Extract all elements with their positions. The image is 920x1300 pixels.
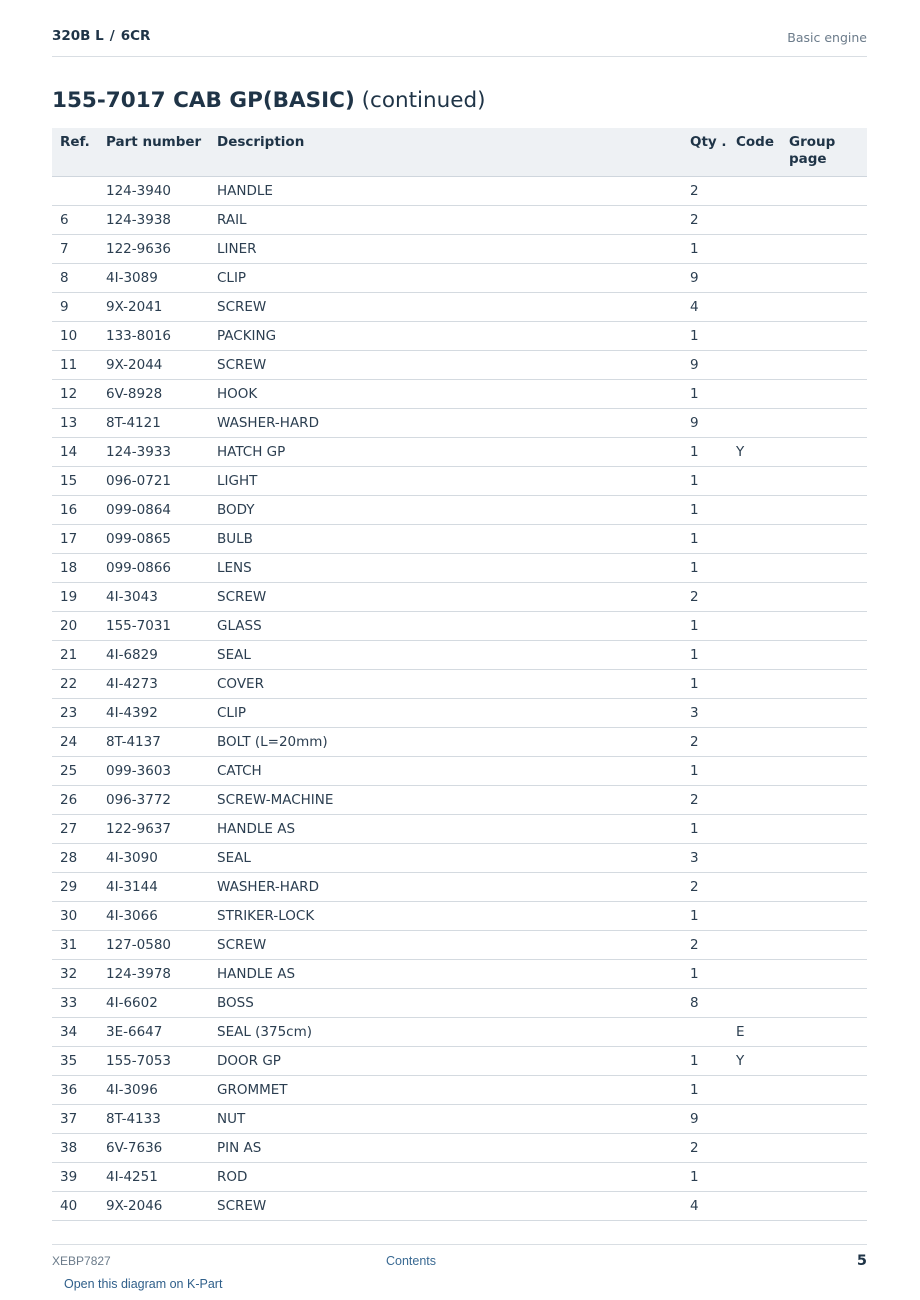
part-number-cell: 124-3938 <box>98 205 209 234</box>
code-cell <box>728 959 781 988</box>
group-page-cell <box>781 408 867 437</box>
table-row <box>52 814 867 843</box>
description-cell: CLIP <box>209 263 682 292</box>
group-page-cell <box>781 466 867 495</box>
qty-cell: 1 <box>682 553 728 582</box>
part-number-cell: 9X-2044 <box>98 350 209 379</box>
table-row <box>52 234 867 263</box>
description-cell: LIGHT <box>209 466 682 495</box>
column-header-part-number: Part number <box>98 128 209 176</box>
qty-cell: 1 <box>682 1162 728 1191</box>
group-page-cell <box>781 205 867 234</box>
table-row <box>52 640 867 669</box>
part-number-cell: 4I-4251 <box>98 1162 209 1191</box>
table-row <box>52 437 867 466</box>
code-cell <box>728 1133 781 1162</box>
ref-cell: 24 <box>52 727 98 756</box>
qty-cell: 1 <box>682 466 728 495</box>
contents-link[interactable]: Contents <box>386 1254 437 1268</box>
description-cell: GLASS <box>209 611 682 640</box>
ref-cell: 11 <box>52 350 98 379</box>
ref-cell: 39 <box>52 1162 98 1191</box>
qty-cell: 1 <box>682 959 728 988</box>
group-page-cell <box>781 1017 867 1046</box>
qty-cell: 1 <box>682 321 728 350</box>
part-number-cell: 9X-2041 <box>98 292 209 321</box>
page-title <box>52 88 486 113</box>
group-page-cell <box>781 872 867 901</box>
qty-cell: 2 <box>682 872 728 901</box>
table-row <box>52 727 867 756</box>
code-cell <box>728 872 781 901</box>
code-cell <box>728 495 781 524</box>
table-row <box>52 669 867 698</box>
ref-cell: 7 <box>52 234 98 263</box>
part-number-cell: 4I-6829 <box>98 640 209 669</box>
group-page-cell <box>781 495 867 524</box>
qty-cell <box>682 1017 728 1046</box>
qty-cell: 3 <box>682 843 728 872</box>
qty-cell: 3 <box>682 698 728 727</box>
code-cell <box>728 814 781 843</box>
code-cell <box>728 1162 781 1191</box>
code-cell: E <box>728 1017 781 1046</box>
table-row <box>52 1133 867 1162</box>
description-cell: LENS <box>209 553 682 582</box>
part-number-cell: 4I-3089 <box>98 263 209 292</box>
column-header-qty: Qty . <box>682 128 728 176</box>
ref-cell: 29 <box>52 872 98 901</box>
group-page-cell <box>781 437 867 466</box>
qty-cell: 2 <box>682 205 728 234</box>
assembly-name: 155-7017 CAB GP(BASIC) <box>52 88 355 113</box>
engine-code: 6CR <box>120 28 151 44</box>
qty-cell: 9 <box>682 350 728 379</box>
code-cell <box>728 205 781 234</box>
page-footer <box>52 1244 867 1269</box>
title-suffix: (continued) <box>361 88 486 113</box>
group-page-cell <box>781 756 867 785</box>
group-page-cell <box>781 524 867 553</box>
qty-cell: 2 <box>682 785 728 814</box>
part-number-cell: 099-0866 <box>98 553 209 582</box>
group-page-cell <box>781 582 867 611</box>
description-cell: WASHER-HARD <box>209 872 682 901</box>
parts-table-body <box>52 176 867 1220</box>
table-row <box>52 988 867 1017</box>
part-number-cell: 4I-6602 <box>98 988 209 1017</box>
group-page-cell <box>781 263 867 292</box>
part-number-cell: 4I-3144 <box>98 872 209 901</box>
group-page-cell <box>781 1046 867 1075</box>
kpart-diagram-link[interactable]: Open this diagram on K-Part <box>64 1277 223 1291</box>
group-page-cell <box>781 988 867 1017</box>
qty-cell: 2 <box>682 176 728 205</box>
description-cell: NUT <box>209 1104 682 1133</box>
part-number-cell: 124-3933 <box>98 437 209 466</box>
code-cell: Y <box>728 1046 781 1075</box>
qty-cell: 4 <box>682 292 728 321</box>
description-cell: SCREW <box>209 350 682 379</box>
qty-cell: 2 <box>682 930 728 959</box>
model-separator: / <box>109 28 115 44</box>
ref-cell: 35 <box>52 1046 98 1075</box>
group-page-cell <box>781 1104 867 1133</box>
description-cell: PACKING <box>209 321 682 350</box>
ref-cell: 31 <box>52 930 98 959</box>
table-row <box>52 1046 867 1075</box>
parts-table <box>52 128 867 1221</box>
part-number-cell: 122-9636 <box>98 234 209 263</box>
table-row <box>52 785 867 814</box>
code-cell <box>728 234 781 263</box>
description-cell: HANDLE AS <box>209 959 682 988</box>
group-page-cell <box>781 176 867 205</box>
part-number-cell: 096-3772 <box>98 785 209 814</box>
group-page-cell <box>781 1133 867 1162</box>
ref-cell: 34 <box>52 1017 98 1046</box>
code-cell <box>728 611 781 640</box>
code-cell <box>728 988 781 1017</box>
table-row <box>52 1162 867 1191</box>
table-row <box>52 350 867 379</box>
table-row <box>52 1075 867 1104</box>
qty-cell: 9 <box>682 1104 728 1133</box>
ref-cell: 33 <box>52 988 98 1017</box>
qty-cell: 1 <box>682 379 728 408</box>
part-number-cell: 4I-4273 <box>98 669 209 698</box>
table-row <box>52 872 867 901</box>
table-row <box>52 379 867 408</box>
code-cell <box>728 553 781 582</box>
description-cell: SEAL <box>209 843 682 872</box>
group-page-cell <box>781 1075 867 1104</box>
ref-cell: 40 <box>52 1191 98 1220</box>
part-number-cell: 099-3603 <box>98 756 209 785</box>
ref-cell: 8 <box>52 263 98 292</box>
code-cell <box>728 466 781 495</box>
group-page-cell <box>781 640 867 669</box>
table-header-row <box>52 128 867 176</box>
column-header-ref: Ref. <box>52 128 98 176</box>
qty-cell: 1 <box>682 756 728 785</box>
qty-cell: 1 <box>682 437 728 466</box>
table-row <box>52 205 867 234</box>
description-cell: SCREW <box>209 1191 682 1220</box>
qty-cell: 2 <box>682 1133 728 1162</box>
ref-cell: 19 <box>52 582 98 611</box>
section-name: Basic engine <box>787 30 867 45</box>
group-page-cell <box>781 727 867 756</box>
group-page-cell <box>781 901 867 930</box>
description-cell: WASHER-HARD <box>209 408 682 437</box>
ref-cell: 26 <box>52 785 98 814</box>
model-name: 320B L <box>52 28 104 44</box>
description-cell: BOSS <box>209 988 682 1017</box>
description-cell: SCREW-MACHINE <box>209 785 682 814</box>
description-cell: BULB <box>209 524 682 553</box>
description-cell: BODY <box>209 495 682 524</box>
group-page-cell <box>781 814 867 843</box>
qty-cell: 9 <box>682 408 728 437</box>
table-row <box>52 321 867 350</box>
description-cell: SEAL <box>209 640 682 669</box>
description-cell: SCREW <box>209 582 682 611</box>
group-page-cell <box>781 379 867 408</box>
group-page-cell <box>781 1191 867 1220</box>
code-cell <box>728 756 781 785</box>
code-cell <box>728 292 781 321</box>
qty-cell: 1 <box>682 611 728 640</box>
ref-cell: 28 <box>52 843 98 872</box>
description-cell: HANDLE <box>209 176 682 205</box>
description-cell: STRIKER-LOCK <box>209 901 682 930</box>
ref-cell: 27 <box>52 814 98 843</box>
code-cell <box>728 408 781 437</box>
qty-cell: 8 <box>682 988 728 1017</box>
group-page-cell <box>781 1162 867 1191</box>
code-cell <box>728 901 781 930</box>
table-row <box>52 1017 867 1046</box>
part-number-cell: 8T-4133 <box>98 1104 209 1133</box>
description-cell: HOOK <box>209 379 682 408</box>
table-row <box>52 466 867 495</box>
ref-cell: 12 <box>52 379 98 408</box>
code-cell <box>728 350 781 379</box>
part-number-cell: 133-8016 <box>98 321 209 350</box>
group-page-cell <box>781 843 867 872</box>
part-number-cell: 6V-7636 <box>98 1133 209 1162</box>
group-page-cell <box>781 234 867 263</box>
table-row <box>52 524 867 553</box>
table-row <box>52 582 867 611</box>
part-number-cell: 4I-3066 <box>98 901 209 930</box>
description-cell: GROMMET <box>209 1075 682 1104</box>
group-page-cell <box>781 669 867 698</box>
code-cell <box>728 785 781 814</box>
code-cell <box>728 263 781 292</box>
qty-cell: 1 <box>682 814 728 843</box>
table-row <box>52 263 867 292</box>
part-number-cell: 8T-4137 <box>98 727 209 756</box>
code-cell <box>728 524 781 553</box>
description-cell: COVER <box>209 669 682 698</box>
code-cell <box>728 640 781 669</box>
ref-cell: 6 <box>52 205 98 234</box>
table-row <box>52 756 867 785</box>
column-header-description: Description <box>209 128 682 176</box>
group-page-cell <box>781 785 867 814</box>
part-number-cell: 6V-8928 <box>98 379 209 408</box>
code-cell <box>728 582 781 611</box>
description-cell: HATCH GP <box>209 437 682 466</box>
part-number-cell: 9X-2046 <box>98 1191 209 1220</box>
description-cell: CATCH <box>209 756 682 785</box>
table-row <box>52 1191 867 1220</box>
ref-cell: 32 <box>52 959 98 988</box>
description-cell: CLIP <box>209 698 682 727</box>
page-number: 5 <box>856 1253 867 1269</box>
ref-cell: 38 <box>52 1133 98 1162</box>
ref-cell: 20 <box>52 611 98 640</box>
qty-cell: 2 <box>682 727 728 756</box>
table-row <box>52 176 867 205</box>
code-cell <box>728 176 781 205</box>
group-page-cell <box>781 611 867 640</box>
description-cell: DOOR GP <box>209 1046 682 1075</box>
part-number-cell: 099-0865 <box>98 524 209 553</box>
ref-cell: 9 <box>52 292 98 321</box>
table-row <box>52 408 867 437</box>
table-row <box>52 843 867 872</box>
page-header <box>52 28 867 57</box>
table-row <box>52 698 867 727</box>
part-number-cell: 4I-3090 <box>98 843 209 872</box>
qty-cell: 1 <box>682 1075 728 1104</box>
description-cell: RAIL <box>209 205 682 234</box>
document-code: XEBP7827 <box>52 1254 111 1268</box>
ref-cell: 18 <box>52 553 98 582</box>
description-cell: SCREW <box>209 292 682 321</box>
ref-cell: 22 <box>52 669 98 698</box>
ref-cell: 25 <box>52 756 98 785</box>
qty-cell: 1 <box>682 669 728 698</box>
column-header-code: Code <box>728 128 781 176</box>
code-cell <box>728 1191 781 1220</box>
code-cell <box>728 669 781 698</box>
qty-cell: 1 <box>682 234 728 263</box>
part-number-cell: 3E-6647 <box>98 1017 209 1046</box>
ref-cell: 17 <box>52 524 98 553</box>
part-number-cell: 155-7031 <box>98 611 209 640</box>
code-cell <box>728 1104 781 1133</box>
qty-cell: 1 <box>682 901 728 930</box>
table-row <box>52 930 867 959</box>
part-number-cell: 127-0580 <box>98 930 209 959</box>
code-cell <box>728 698 781 727</box>
ref-cell: 16 <box>52 495 98 524</box>
code-cell <box>728 930 781 959</box>
part-number-cell: 122-9637 <box>98 814 209 843</box>
code-cell: Y <box>728 437 781 466</box>
qty-cell: 2 <box>682 582 728 611</box>
part-number-cell: 155-7053 <box>98 1046 209 1075</box>
ref-cell: 10 <box>52 321 98 350</box>
ref-cell: 30 <box>52 901 98 930</box>
ref-cell <box>52 176 98 205</box>
qty-cell: 9 <box>682 263 728 292</box>
ref-cell: 14 <box>52 437 98 466</box>
code-cell <box>728 321 781 350</box>
part-number-cell: 124-3978 <box>98 959 209 988</box>
description-cell: SCREW <box>209 930 682 959</box>
table-row <box>52 553 867 582</box>
group-page-cell <box>781 321 867 350</box>
ref-cell: 21 <box>52 640 98 669</box>
table-row <box>52 611 867 640</box>
description-cell: HANDLE AS <box>209 814 682 843</box>
code-cell <box>728 727 781 756</box>
group-page-cell <box>781 930 867 959</box>
table-row <box>52 959 867 988</box>
group-page-cell <box>781 553 867 582</box>
part-number-cell: 4I-3043 <box>98 582 209 611</box>
code-cell <box>728 843 781 872</box>
ref-cell: 23 <box>52 698 98 727</box>
ref-cell: 15 <box>52 466 98 495</box>
part-number-cell: 124-3940 <box>98 176 209 205</box>
code-cell <box>728 1075 781 1104</box>
description-cell: SEAL (375cm) <box>209 1017 682 1046</box>
group-page-cell <box>781 959 867 988</box>
part-number-cell: 8T-4121 <box>98 408 209 437</box>
ref-cell: 13 <box>52 408 98 437</box>
part-number-cell: 4I-4392 <box>98 698 209 727</box>
table-row <box>52 495 867 524</box>
group-page-cell <box>781 292 867 321</box>
qty-cell: 4 <box>682 1191 728 1220</box>
part-number-cell: 4I-3096 <box>98 1075 209 1104</box>
table-row <box>52 1104 867 1133</box>
table-row <box>52 292 867 321</box>
part-number-cell: 099-0864 <box>98 495 209 524</box>
qty-cell: 1 <box>682 1046 728 1075</box>
qty-cell: 1 <box>682 495 728 524</box>
qty-cell: 1 <box>682 524 728 553</box>
description-cell: BOLT (L=20mm) <box>209 727 682 756</box>
column-header-group-page: Group page <box>781 128 867 176</box>
group-page-cell <box>781 698 867 727</box>
code-cell <box>728 379 781 408</box>
qty-cell: 1 <box>682 640 728 669</box>
description-cell: PIN AS <box>209 1133 682 1162</box>
ref-cell: 37 <box>52 1104 98 1133</box>
model-label <box>52 28 150 44</box>
description-cell: ROD <box>209 1162 682 1191</box>
group-page-cell <box>781 350 867 379</box>
ref-cell: 36 <box>52 1075 98 1104</box>
table-row <box>52 901 867 930</box>
part-number-cell: 096-0721 <box>98 466 209 495</box>
description-cell: LINER <box>209 234 682 263</box>
